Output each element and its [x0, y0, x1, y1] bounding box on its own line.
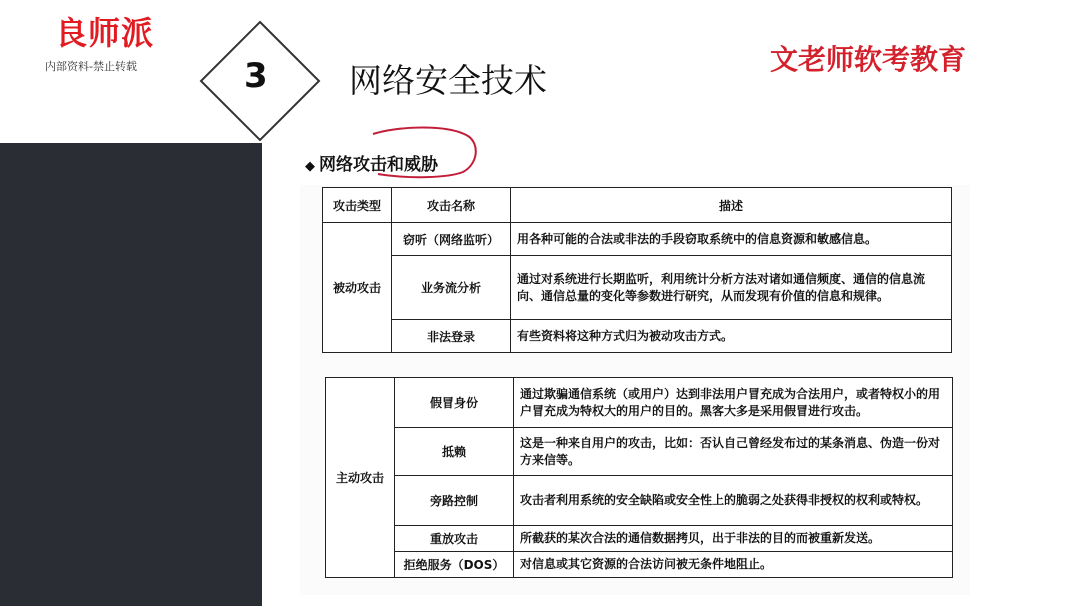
brand-logo: 良师派 — [55, 14, 155, 52]
attack-desc: 对信息或其它资源的合法访问被无条件地阻止。 — [514, 552, 953, 578]
attack-desc: 有些资料将这种方式归为被动攻击方式。 — [511, 320, 952, 353]
attack-name: 窃听（网络监听） — [392, 223, 511, 256]
active-attack-table — [325, 377, 953, 578]
table-row — [326, 552, 953, 578]
attack-desc: 这是一种来自用户的攻击，比如：否认自己曾经发布过的某条消息、伪造一份对方来信等。 — [514, 428, 953, 476]
attack-desc: 所截获的某次合法的通信数据拷贝，出于非法的目的而被重新发送。 — [514, 526, 953, 552]
table-row — [323, 256, 952, 320]
table-row — [326, 526, 953, 552]
table-header-row — [323, 188, 952, 223]
attack-group-active: 主动攻击 — [326, 378, 395, 578]
table-row — [326, 476, 953, 526]
col-header-type: 攻击类型 — [323, 188, 392, 223]
attack-desc: 通过对系统进行长期监听，利用统计分析方法对诸如通信频度、通信的信息流向、通信总量的变化等参数进行研究，从而发现有价值的信息和规律。 — [511, 256, 952, 320]
attack-desc: 通过欺骗通信系统（或用户）达到非法用户冒充成为合法用户，或者特权小的用户冒充成为特权大的用户的目的。黑客大多是采用假冒进行攻击。 — [514, 378, 953, 428]
attack-name: 抵赖 — [395, 428, 514, 476]
section-heading-text: 网络攻击和威胁 — [319, 155, 438, 175]
bullet-diamond-icon: ◆ — [305, 159, 315, 174]
attack-desc: 用各种可能的合法或非法的手段窃取系统中的信息资源和敏感信息。 — [511, 223, 952, 256]
table-row — [323, 223, 952, 256]
section-heading — [305, 150, 438, 175]
attack-desc: 攻击者利用系统的安全缺陷或安全性上的脆弱之处获得非授权的权利或特权。 — [514, 476, 953, 526]
passive-attack-table — [322, 187, 952, 353]
brand-notice: 内部资料-禁止转载 — [45, 60, 137, 73]
attack-name: 拒绝服务（DOS） — [395, 552, 514, 578]
attack-name: 旁路控制 — [395, 476, 514, 526]
col-header-name: 攻击名称 — [392, 188, 511, 223]
chapter-number: 3 — [244, 56, 268, 96]
attack-name: 非法登录 — [392, 320, 511, 353]
page-title: 网络安全技术 — [349, 61, 547, 100]
table-row — [326, 378, 953, 428]
organization-label: 文老师软考教育 — [770, 43, 967, 76]
attack-group-passive: 被动攻击 — [323, 223, 392, 353]
table-row — [326, 428, 953, 476]
attack-name: 重放攻击 — [395, 526, 514, 552]
attack-name: 假冒身份 — [395, 378, 514, 428]
table-row — [323, 320, 952, 353]
col-header-desc: 描述 — [511, 188, 952, 223]
attack-name: 业务流分析 — [392, 256, 511, 320]
